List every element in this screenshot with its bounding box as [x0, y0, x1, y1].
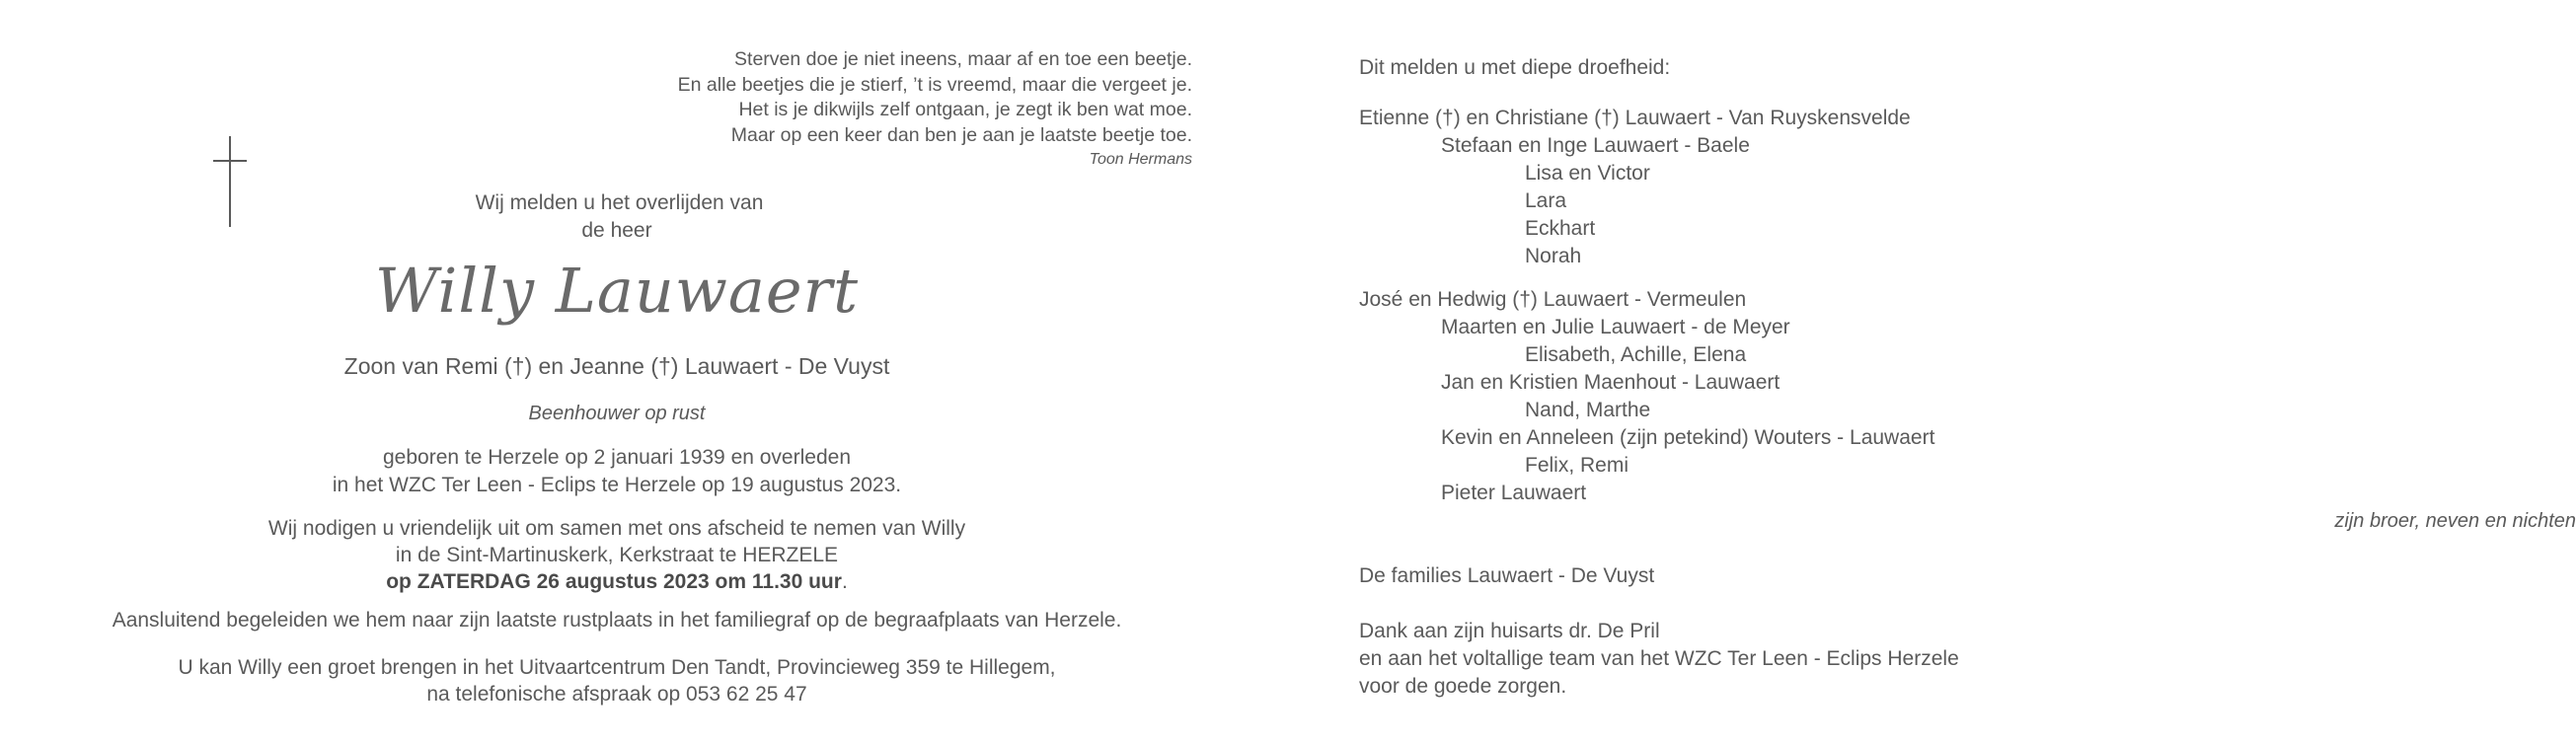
family-member: Etienne (†) en Christiane (†) Lauwaert - Van Ruyskensvelde	[1359, 107, 1911, 129]
deceased-name: Willy Lauwaert	[374, 255, 860, 327]
burial-info: Aansluitend begeleiden we hem naar zijn laatste rustplaats in het familiegraf op de begraafplaats van Herzele.	[112, 609, 1122, 632]
left-panel	[0, 0, 1253, 744]
birth-death-info	[0, 444, 1234, 499]
family-member: Pieter Lauwaert	[1441, 482, 1587, 504]
intro-text: Dit melden u met diepe droefheid:	[1359, 56, 1671, 79]
poem-line: En alle beetjes die je stierf, ’t is vreemd, maar die vergeet je.	[677, 73, 1192, 96]
family-sign: zijn broer, neven en nichten	[2334, 510, 2576, 532]
announcement	[0, 189, 1234, 245]
announcement-line: Wij melden u het overlijden van	[475, 191, 764, 214]
announcement-line: de heer	[581, 219, 652, 242]
family-member: Norah	[1525, 245, 1582, 267]
family-member: Jan en Kristien Maenhout - Lauwaert	[1441, 371, 1780, 394]
poem-line: Maar op een keer dan ben je aan je laatste beetje toe.	[730, 123, 1192, 146]
funeral-date: op ZATERDAG 26 augustus 2023 om 11.30 uur	[386, 570, 842, 593]
family-member: Felix, Remi	[1525, 454, 1629, 477]
visit-line: na telefonische afspraak op 053 62 25 47	[426, 683, 807, 706]
family-member: Eckhart	[1525, 217, 1596, 240]
visit-info	[0, 654, 1234, 707]
poem	[501, 47, 1192, 172]
family-member: Stefaan en Inge Lauwaert - Baele	[1441, 134, 1750, 157]
poem-line: Sterven doe je niet ineens, maar af en toe een beetje.	[734, 48, 1192, 70]
visit-line: U kan Willy een groet brengen in het Uitvaartcentrum Den Tandt, Provincieweg 359 te Hillegem,	[178, 656, 1056, 679]
family-member: José en Hedwig (†) Lauwaert - Vermeulen	[1359, 288, 1747, 311]
family-member: Elisabeth, Achille, Elena	[1525, 343, 1747, 366]
thanks-line: voor de goede zorgen.	[1359, 675, 1567, 698]
invitation	[0, 515, 1234, 595]
thanks-line: en aan het voltallige team van het WZC Ter Leen - Eclips Herzele	[1359, 647, 1959, 670]
right-panel	[1359, 0, 2576, 744]
invitation-line: Wij nodigen u vriendelijk uit om samen met ons afscheid te nemen van Willy	[267, 517, 966, 540]
invitation-line: in de Sint-Martinuskerk, Kerkstraat te HERZELE	[395, 544, 839, 566]
poem-author: Toon Hermans	[1089, 151, 1192, 168]
birth-line: geboren te Herzele op 2 januari 1939 en overleden	[382, 446, 851, 469]
family-member: Maarten en Julie Lauwaert - de Meyer	[1441, 316, 1790, 338]
family-member: Lisa en Victor	[1525, 162, 1650, 185]
invitation-date-line: op ZATERDAG 26 augustus 2023 om 11.30 uur.	[386, 570, 848, 593]
poem-line: Het is je dikwijls zelf ontgaan, je zegt ik ben wat moe.	[738, 99, 1192, 120]
family-member: Nand, Marthe	[1525, 399, 1651, 421]
family-member: Lara	[1525, 189, 1567, 212]
death-line: in het WZC Ter Leen - Eclips te Herzele op 19 augustus 2023.	[332, 474, 902, 496]
occupation: Beenhouwer op rust	[528, 403, 706, 424]
parents: Zoon van Remi (†) en Jeanne (†) Lauwaert - De Vuyst	[343, 353, 890, 379]
family-member: Kevin en Anneleen (zijn petekind) Wouters - Lauwaert	[1441, 426, 1935, 449]
families-line: De families Lauwaert - De Vuyst	[1359, 564, 1655, 587]
thanks-line: Dank aan zijn huisarts dr. De Pril	[1359, 620, 1660, 642]
